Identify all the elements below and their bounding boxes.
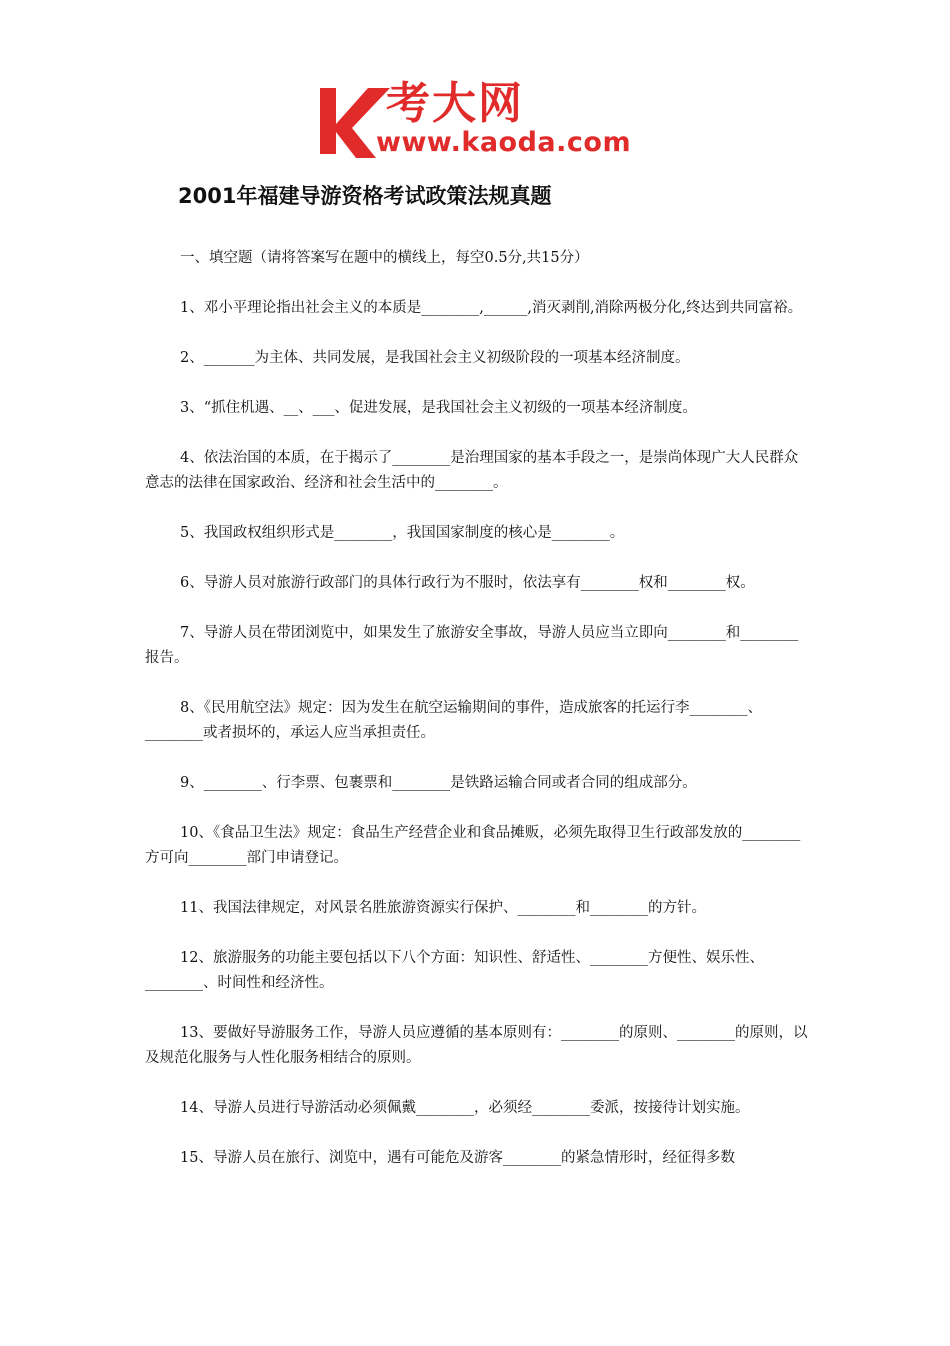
question-item: 13、要做好导游服务工作，导游人员应遵循的基本原则有：________的原则、________的原则，以及规范化服务与人性化服务相结合的原则。 [145, 1025, 808, 1066]
question-item: 8、《民用航空法》规定：因为发生在航空运输期间的事件，造成旅客的托运行李________、________或者损坏的，承运人应当承担责任。 [145, 700, 762, 741]
question-item: 15、导游人员在旅行、浏览中，遇有可能危及游客________的紧急情形时，经征得多数 [180, 1150, 735, 1166]
question-item: 4、依法治国的本质，在于揭示了________是治理国家的基本手段之一，是崇尚体现广大人民群众意志的法律在国家政治、经济和社会生活中的________。 [145, 450, 799, 491]
logo-url-text: www.kaoda.com [376, 127, 632, 158]
question-item: 10、《食品卫生法》规定：食品生产经营企业和食品摊贩，必须先取得卫生行政部发放的________方可向________部门申请登记。 [145, 825, 801, 866]
document-title: 2001年福建导游资格考试政策法规真题 [178, 184, 552, 208]
question-item: 11、我国法律规定，对风景名胜旅游资源实行保护、________和________的方针。 [180, 900, 706, 916]
kaoda-logo [316, 80, 641, 162]
question-item: 1、邓小平理论指出社会主义的本质是________,______,消灭剥削,消除两极分化,终达到共同富裕。 [180, 300, 803, 316]
question-item: 12、旅游服务的功能主要包括以下八个方面：知识性、舒适性、________方便性、娱乐性、________、时间性和经济性。 [145, 950, 764, 991]
question-item: 7、导游人员在带团浏览中，如果发生了旅游安全事故，导游人员应当立即向________和________报告。 [145, 625, 799, 666]
section-heading: 一、填空题（请将答案写在题中的横线上，每空0.5分,共15分） [180, 250, 589, 266]
question-item: 2、_______为主体、共同发展，是我国社会主义初级阶段的一项基本经济制度。 [180, 350, 690, 366]
question-item: 14、导游人员进行导游活动必须佩戴________，必须经________委派，按接待计划实施。 [180, 1100, 750, 1116]
document-body [145, 246, 810, 1196]
question-item: 5、我国政权组织形式是________，我国国家制度的核心是________。 [180, 525, 625, 541]
question-item: 3、“抓住机遇、__、___、促进发展，是我国社会主义初级的一项基本经济制度。 [180, 400, 697, 416]
question-item: 6、导游人员对旅游行政部门的具体行政行为不服时，依法享有________权和________权。 [180, 575, 755, 591]
logo-brand-text: 考大网 [386, 78, 524, 129]
question-item: 9、________、行李票、包裹票和________是铁路运输合同或者合同的组成部分。 [180, 775, 697, 791]
